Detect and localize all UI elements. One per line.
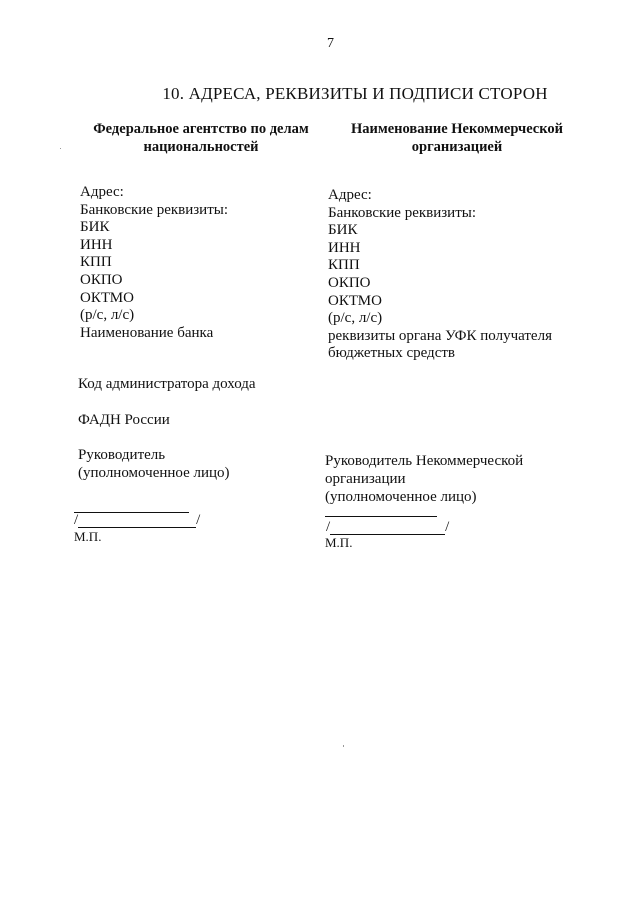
scan-speck [343, 745, 344, 747]
left-signatory-title: Руководитель [78, 447, 166, 463]
right-party-heading [338, 120, 576, 156]
left-req-oktmo: ОКТМО [80, 289, 134, 306]
admin-code-label: Код администратора дохода [78, 376, 256, 392]
right-signatory-org: организации [325, 471, 406, 487]
left-req-bank-name: Наименование банка [80, 324, 214, 341]
right-signatory-title: Руководитель Некоммерческой [325, 453, 524, 469]
right-sig-close-slash: / [445, 519, 450, 535]
left-signatory-note: (уполномоченное лицо) [78, 465, 230, 481]
right-req-budget-funds: бюджетных средств [328, 345, 455, 362]
left-req-bank-details: Банковские реквизиты: [80, 201, 229, 218]
scan-speck [60, 148, 61, 149]
left-req-accounts: (р/с, л/с) [80, 307, 135, 324]
left-sig-open-slash: / [74, 512, 79, 528]
right-sig-open-slash: / [326, 519, 331, 535]
right-signatory-note: (уполномоченное лицо) [325, 489, 477, 505]
left-signatory [78, 446, 230, 482]
right-requisites [328, 187, 552, 363]
right-req-address: Адрес: [328, 187, 372, 203]
right-req-accounts: (р/с, л/с) [328, 310, 383, 327]
right-signature-name-field [326, 519, 449, 535]
right-party-heading-line2: организацией [411, 139, 503, 155]
left-signature-name-field [74, 512, 200, 528]
right-req-kpp: КПП [328, 257, 360, 274]
left-req-kpp: КПП [80, 254, 112, 271]
left-party-heading [86, 120, 316, 156]
right-req-okpo: ОКПО [328, 274, 371, 291]
left-req-inn: ИНН [80, 236, 113, 253]
left-seal-label: М.П. [74, 529, 102, 544]
right-sig-blank [330, 521, 445, 535]
right-signature-line [325, 516, 437, 517]
left-req-address: Адрес: [80, 184, 124, 200]
left-req-bik: БИК [80, 219, 110, 236]
section-title: 10. АДРЕСА, РЕКВИЗИТЫ И ПОДПИСИ СТОРОН [162, 84, 548, 103]
left-req-okpo: ОКПО [80, 271, 123, 288]
right-req-bik: БИК [328, 222, 358, 239]
left-party-heading-line2: национальностей [143, 139, 259, 155]
right-req-bank-details: Банковские реквизиты: [328, 204, 477, 221]
page-number: 7 [327, 36, 334, 51]
right-req-ufk-details: реквизиты органа УФК получателя [328, 327, 552, 344]
left-sig-close-slash: / [196, 512, 201, 528]
left-party-heading-line1: Федеральное агентство по делам [93, 121, 309, 137]
left-requisites [80, 184, 228, 342]
right-req-inn: ИНН [328, 239, 361, 256]
left-sig-blank [78, 514, 196, 528]
right-req-oktmo: ОКТМО [328, 292, 382, 309]
right-signatory [325, 452, 523, 506]
agency-short-name: ФАДН России [78, 412, 170, 428]
right-seal-label: М.П. [325, 535, 353, 550]
right-party-heading-line1: Наименование Некоммерческой [350, 121, 564, 137]
